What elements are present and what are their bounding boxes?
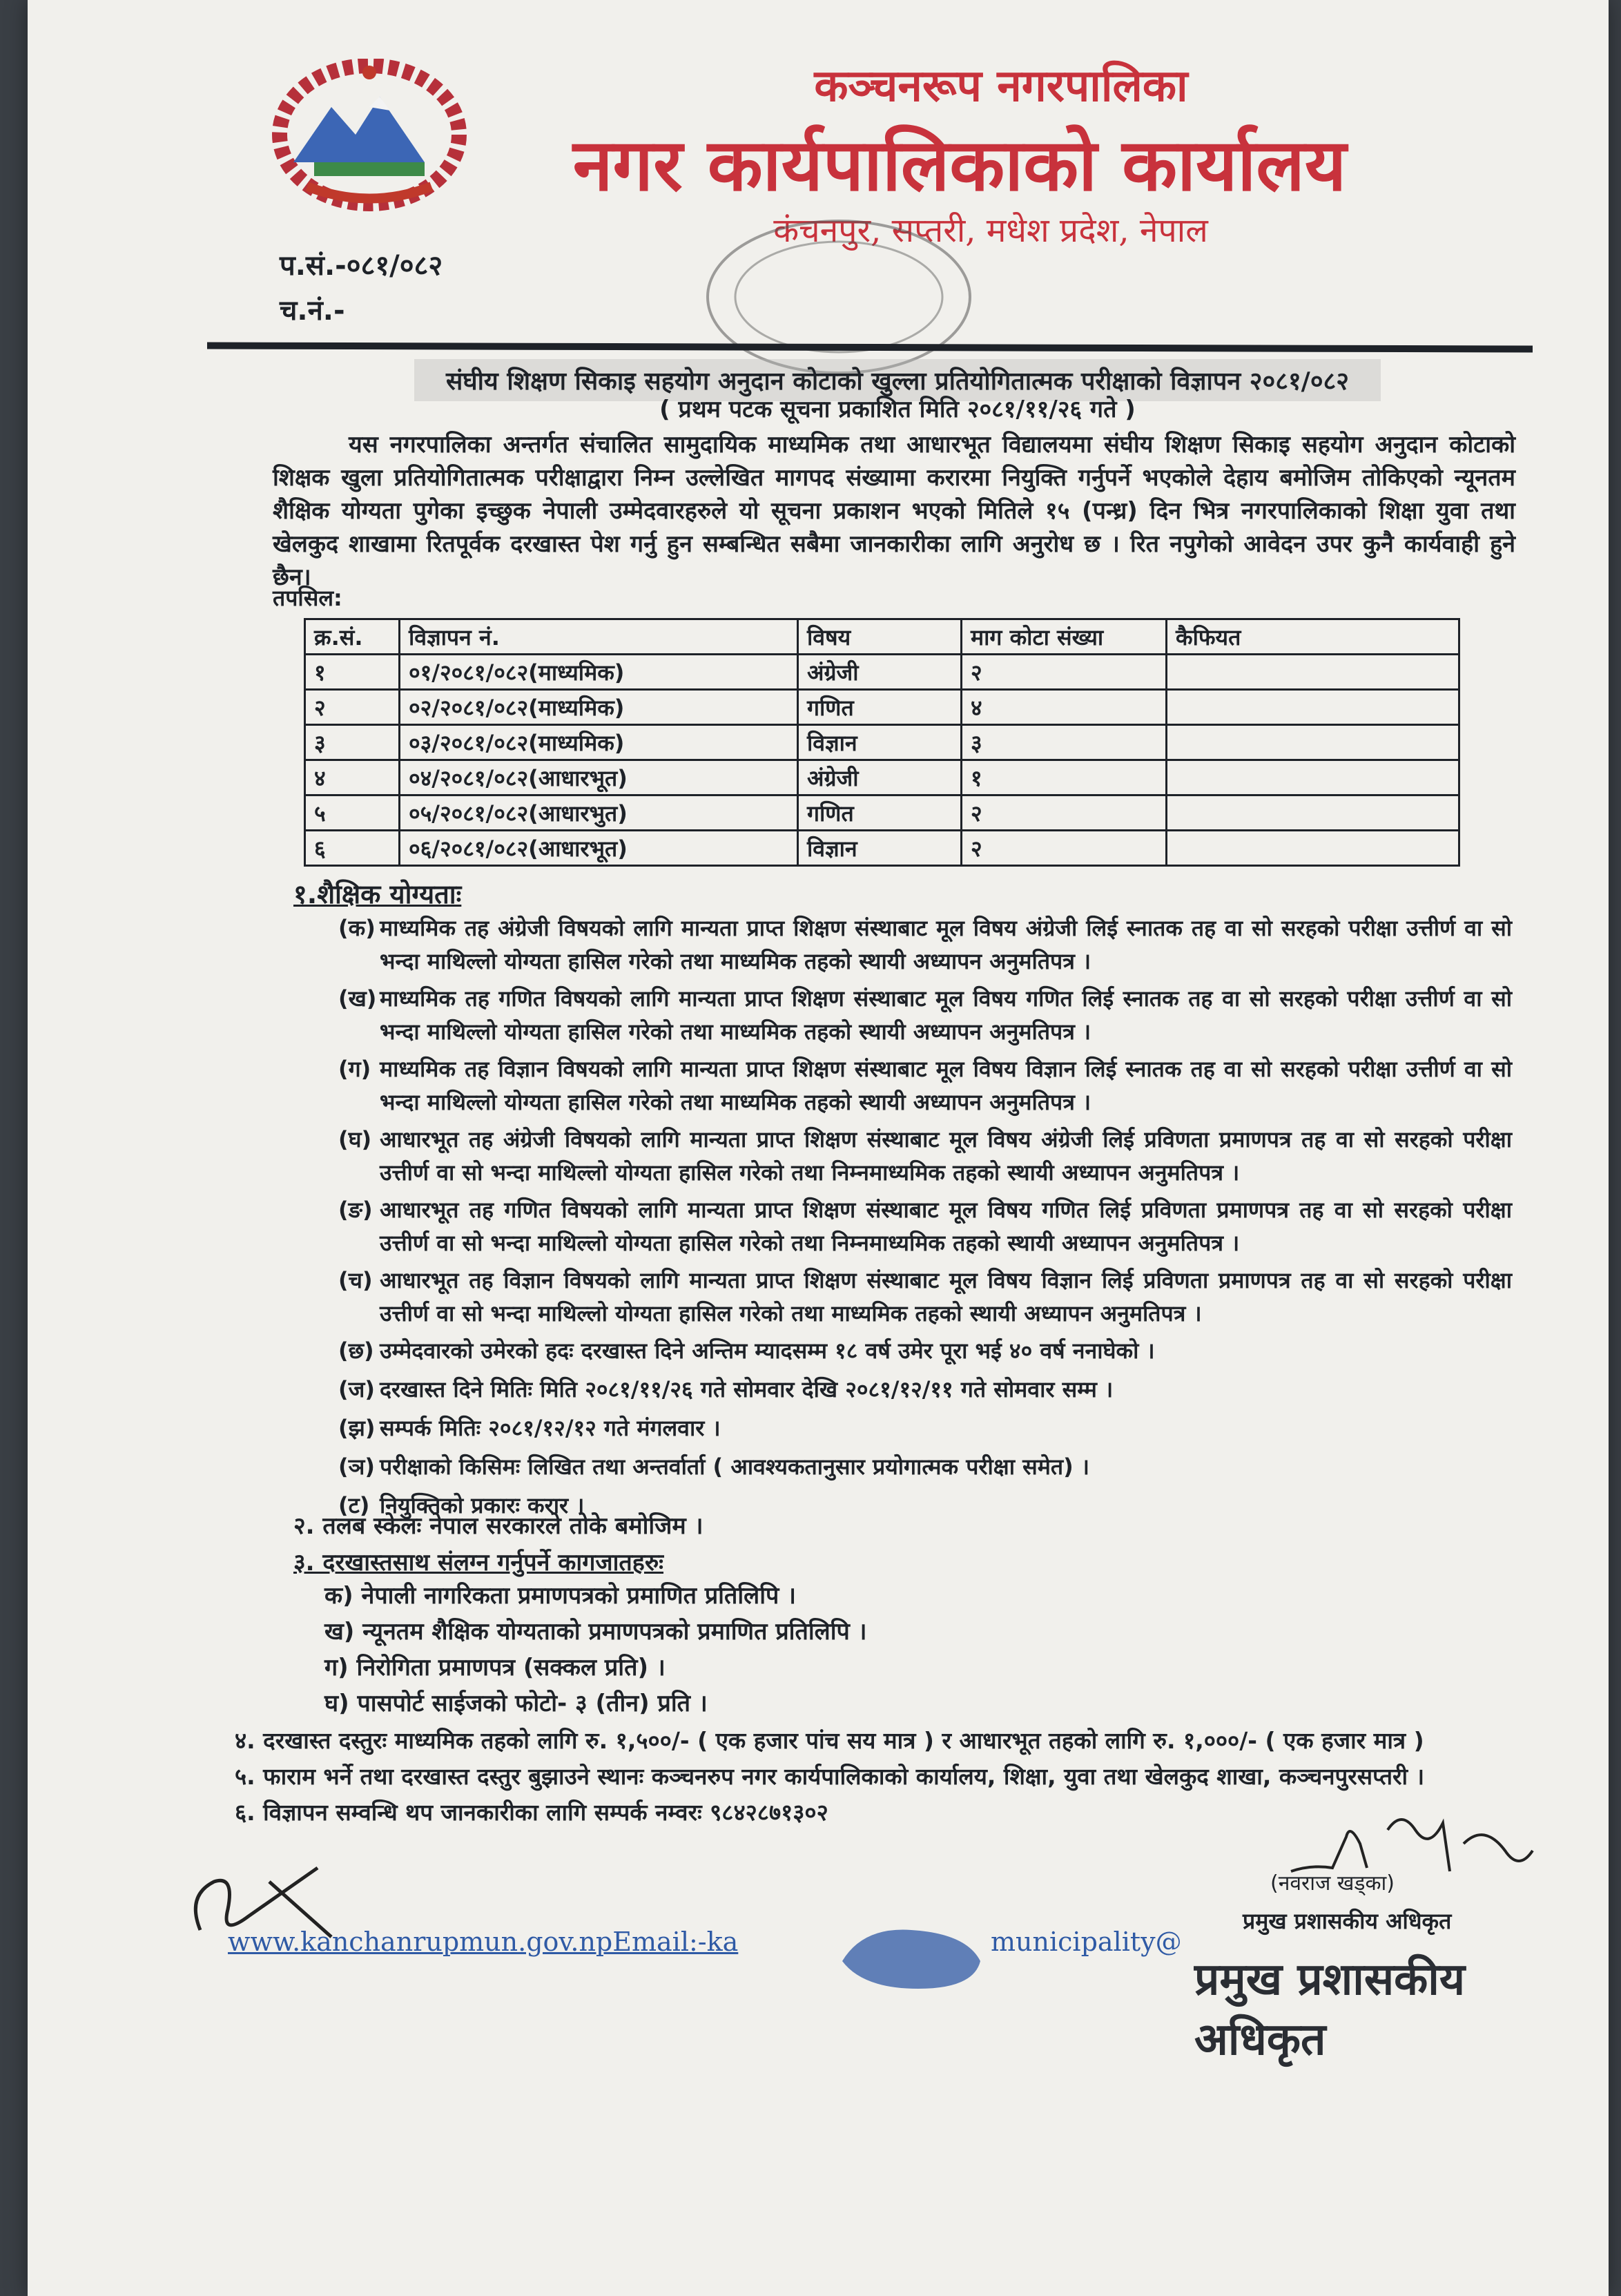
cell-quota: १ xyxy=(962,760,1167,795)
table-row xyxy=(305,725,1459,760)
table-row xyxy=(305,831,1459,866)
cell-quota: २ xyxy=(962,655,1167,690)
office-address: कंचनपुर, सप्तरी, मधेश प्रदेश, नेपाल xyxy=(773,211,1208,250)
list-item xyxy=(338,1052,1512,1119)
notice-title: संघीय शिक्षण सिकाइ सहयोग अनुदान कोटाको खुल्ला प्रतियोगितात्मक परीक्षाको विज्ञापन २०८१/०८२ xyxy=(414,359,1381,401)
cell-remarks xyxy=(1167,760,1459,795)
cell-remarks xyxy=(1167,655,1459,690)
cell-ad-no: ०१/२०८१/०८२(माध्यमिक) xyxy=(400,655,798,690)
list-item: घ) पासपोर्ट साईजको फोटो- ३ (तीन) प्रति । xyxy=(324,1690,708,1717)
chalan-number: च.नं.- xyxy=(280,295,345,327)
cell-subject: विज्ञान xyxy=(798,831,962,866)
item-text: माध्यमिक तह अंग्रेजी विषयको लागि मान्यता प्राप्त शिक्षण संस्थाबाट मूल विषय अंग्रेजी लिई स्नातक तह वा सो सरहको परीक्षा उत्तीर्ण वा सो भन्दा माथिल्लो योग्यता हासिल गरेको तथा माध्यमिक तहको स्थायी अध्यापन अनुमतिपत्र । xyxy=(380,915,1512,974)
submission-place: ५. फाराम भर्ने तथा दरखास्त दस्तुर बुझाउने स्थानः कञ्चनरुप नगर कार्यपालिकाको कार्यालय, शिक्षा, युवा तथा खेलकुद शाखा, कञ्चनपुरसप्तरी । xyxy=(235,1763,1425,1790)
list-item: क) नेपाली नागरिकता प्रमाणपत्रको प्रमाणित प्रतिलिपि । xyxy=(324,1582,797,1610)
tapasil-label: तपसिल: xyxy=(273,585,342,611)
header-sn: क्र.सं. xyxy=(305,619,400,655)
item-text: दरखास्त दिने मितिः मिति २०८१/११/२६ गते सोमवार देखि २०८१/१२/११ गते सोमवार सम्म । xyxy=(380,1376,1114,1402)
notice-paper xyxy=(28,0,1609,2296)
table-row xyxy=(305,760,1459,795)
cell-ad-no: ०२/२०८१/०८२(माध्यमिक) xyxy=(400,690,798,725)
intro-paragraph: यस नगरपालिका अन्तर्गत संचालित सामुदायिक माध्यमिक तथा आधारभूत विद्यालयमा संघीय शिक्षण सिकाइ सहयोग अनुदान कोटाको शिक्षक खुला प्रतियोगितात्मक परीक्षाद्वारा निम्न उल्लेखित मागपद संख्यामा करारमा नियुक्ति गर्नुपर्ने भएकोले देहाय बमोजिम तोकिएको न्यूनतम शैक्षिक योग्यता पुगेका इच्छुक नेपाली उम्मेदवारहरुले यो सूचना प्रकाशन भएको मितिले १५ (पन्ध्र) दिन भित्र नगरपालिकाको शिक्षा युवा तथा खेलकुद शाखामा रितपूर्वक दरखास्त पेश गर्नु हुन सम्बन्धित सबैमा जानकारीका लागि अनुरोध छ । रित नपुगेको आवेदन उपर कुनै कार्यवाही हुने छैन। xyxy=(273,431,1515,591)
notice-subtitle: ( प्रथम पटक सूचना प्रकाशित मिति २०८१/११/२६ गते ) xyxy=(659,396,1136,423)
item-text: आधारभूत तह विज्ञान विषयको लागि मान्यता प्राप्त शिक्षण संस्थाबाट मूल विषय विज्ञान लिई प्रविणता प्रमाणपत्र तह वा सो सरहको परीक्षा उत्तीर्ण वा सो भन्दा माथिल्लो योग्यता हासिल गरेको तथा माध्यमिक तहको स्थायी अध्यापन अनुमतिपत्र । xyxy=(380,1267,1512,1327)
contact-number: ६. विज्ञापन सम्वन्धि थप जानकारीका लागि सम्पर्क नम्वरः ९८४२८७१३०२ xyxy=(235,1799,828,1826)
item-key: (ट) xyxy=(338,1492,370,1518)
ink-blot-icon xyxy=(835,1920,987,1996)
list-item xyxy=(338,911,1512,978)
list-item xyxy=(338,1411,1512,1445)
cell-remarks xyxy=(1167,725,1459,760)
cell-subject: अंग्रेजी xyxy=(798,760,962,795)
footer-email-tail: municipality@ xyxy=(991,1927,1182,1957)
list-item xyxy=(338,1373,1512,1406)
list-item xyxy=(338,1450,1512,1483)
cell-ad-no: ०३/२०८१/०८२(माध्यमिक) xyxy=(400,725,798,760)
cell-subject: विज्ञान xyxy=(798,725,962,760)
list-item xyxy=(338,1123,1512,1189)
cell-sn: २ xyxy=(305,690,400,725)
cell-subject: गणित xyxy=(798,690,962,725)
item-key: (ग) xyxy=(338,1056,371,1082)
cell-remarks xyxy=(1167,831,1459,866)
header-subject: विषय xyxy=(798,619,962,655)
list-item xyxy=(338,982,1512,1048)
qualification-list xyxy=(338,911,1512,1527)
item-key: (क) xyxy=(338,915,376,941)
item-key: (घ) xyxy=(338,1126,372,1152)
item-text: आधारभूत तह अंग्रेजी विषयको लागि मान्यता प्राप्त शिक्षण संस्थाबाट मूल विषय अंग्रेजी लिई प्रविणता प्रमाणपत्र तह वा सो सरहको परीक्षा उत्तीर्ण वा सो भन्दा माथिल्लो योग्यता हासिल गरेको तथा निम्नमाध्यमिक तहको स्थायी अध्यापन अनुमतिपत्र । xyxy=(380,1126,1512,1186)
item-key: (ञ) xyxy=(338,1454,375,1480)
signatory-name: (नवराज खड्का) xyxy=(1270,1871,1395,1895)
footer-web-email xyxy=(228,1927,738,1957)
vacancy-table xyxy=(304,618,1460,867)
cell-sn: ४ xyxy=(305,760,400,795)
cell-sn: १ xyxy=(305,655,400,690)
cell-ad-no: ०६/२०८१/०८२(आधारभूत) xyxy=(400,831,798,866)
nepal-emblem-icon xyxy=(266,59,473,218)
cell-quota: ४ xyxy=(962,690,1167,725)
reference-number: प.सं.-०८१/०८२ xyxy=(280,250,443,282)
section1-heading: १.शैक्षिक योग्यताः xyxy=(293,879,462,909)
documents-heading: ३. दरखास्तसाथ संलग्न गर्नुपर्ने कागजातहरुः xyxy=(293,1549,664,1576)
cell-sn: ५ xyxy=(305,795,400,831)
office-title: नगर कार्यपालिकाको कार्यालय xyxy=(572,122,1347,207)
item-key: (ख) xyxy=(338,985,377,1012)
office-name: कञ्चनरूप नगरपालिका xyxy=(814,60,1188,112)
item-key: (ङ) xyxy=(338,1197,373,1223)
item-key: (झ) xyxy=(338,1415,376,1441)
table-row xyxy=(305,655,1459,690)
list-item xyxy=(338,1193,1512,1260)
item-text: उम्मेदवारको उमेरको हदः दरखास्त दिने अन्तिम म्यादसम्म १८ वर्ष उमेर पूरा भई ४० वर्ष ननाघेको । xyxy=(380,1338,1155,1364)
header-remarks: कैफियत xyxy=(1167,619,1459,655)
cell-ad-no: ०५/२०८१/०८२(आधारभुत) xyxy=(400,795,798,831)
table-row xyxy=(305,690,1459,725)
item-text: आधारभूत तह गणित विषयको लागि मान्यता प्राप्त शिक्षण संस्थाबाट मूल विषय गणित लिई प्रविणता प्रमाणपत्र तह वा सो सरहको परीक्षा उत्तीर्ण वा सो भन्दा माथिल्लो योग्यता हासिल गरेको तथा निम्नमाध्यमिक तहको स्थायी अध्यापन अनुमतिपत्र । xyxy=(380,1197,1512,1256)
cell-quota: ३ xyxy=(962,725,1167,760)
cell-subject: अंग्रेजी xyxy=(798,655,962,690)
application-fee: ४. दरखास्त दस्तुरः माध्यमिक तहको लागि रु. १,५००/- ( एक हजार पांच सय मात्र ) र आधारभूत तहको लागि रु. १,०००/- ( एक हजार मात्र ) xyxy=(235,1727,1424,1754)
cell-ad-no: ०४/२०८१/०८२(आधारभूत) xyxy=(400,760,798,795)
item-key: (च) xyxy=(338,1267,373,1293)
table-row xyxy=(305,795,1459,831)
item-key: (छ) xyxy=(338,1338,374,1364)
footer-website: www.kanchanrupmun.gov.npEmail:-ka xyxy=(228,1927,739,1957)
cell-sn: ३ xyxy=(305,725,400,760)
header-ad-no: विज्ञापन नं. xyxy=(400,619,798,655)
cell-remarks xyxy=(1167,795,1459,831)
item-text: नियुक्तिको प्रकारः करार । xyxy=(380,1492,585,1518)
signatory-title: प्रमुख प्रशासकीय अधिकृत xyxy=(1243,1908,1452,1934)
list-item: ख) न्यूनतम शैक्षिक योग्यताको प्रमाणपत्रको प्रमाणित प्रतिलिपि । xyxy=(324,1618,867,1646)
item-text: परीक्षाको किसिमः लिखित तथा अन्तर्वार्ता ( आवश्यकतानुसार प्रयोगात्मक परीक्षा समेत) । xyxy=(380,1454,1090,1480)
documents-list xyxy=(324,1578,867,1721)
list-item xyxy=(338,1264,1512,1330)
list-item xyxy=(338,1334,1512,1367)
header-quota: माग कोटा संख्या xyxy=(962,619,1167,655)
table-header-row xyxy=(305,619,1459,655)
list-item: ग) निरोगिता प्रमाणपत्र (सक्कल प्रति) । xyxy=(324,1654,666,1681)
item-text: माध्यमिक तह विज्ञान विषयको लागि मान्यता प्राप्त शिक्षण संस्थाबाट मूल विषय विज्ञान लिई स्नातक तह वा सो सरहको परीक्षा उत्तीर्ण वा सो भन्दा माथिल्लो योग्यता हासिल गरेको तथा माध्यमिक तहको स्थायी अध्यापन अनुमतिपत्र । xyxy=(380,1056,1512,1115)
item-text: सम्पर्क मितिः २०८१/१२/१२ गते मंगलवार । xyxy=(380,1415,721,1441)
cell-quota: २ xyxy=(962,795,1167,831)
item-key: (ज) xyxy=(338,1376,375,1402)
cell-quota: २ xyxy=(962,831,1167,866)
cell-subject: गणित xyxy=(798,795,962,831)
footer-officer-title: प्रमुख प्रशासकीय अधिकृत xyxy=(1194,1953,1465,2065)
cell-sn: ६ xyxy=(305,831,400,866)
salary-scale: २. तलब स्केलः नेपाल सरकारले तोके बमोजिम । xyxy=(293,1512,703,1540)
item-text: माध्यमिक तह गणित विषयको लागि मान्यता प्राप्त शिक्षण संस्थाबाट मूल विषय गणित लिई स्नातक तह वा सो सरहको परीक्षा उत्तीर्ण वा सो भन्दा माथिल्लो योग्यता हासिल गरेको तथा माध्यमिक तहको स्थायी अध्यापन अनुमतिपत्र । xyxy=(380,985,1512,1045)
cell-remarks xyxy=(1167,690,1459,725)
